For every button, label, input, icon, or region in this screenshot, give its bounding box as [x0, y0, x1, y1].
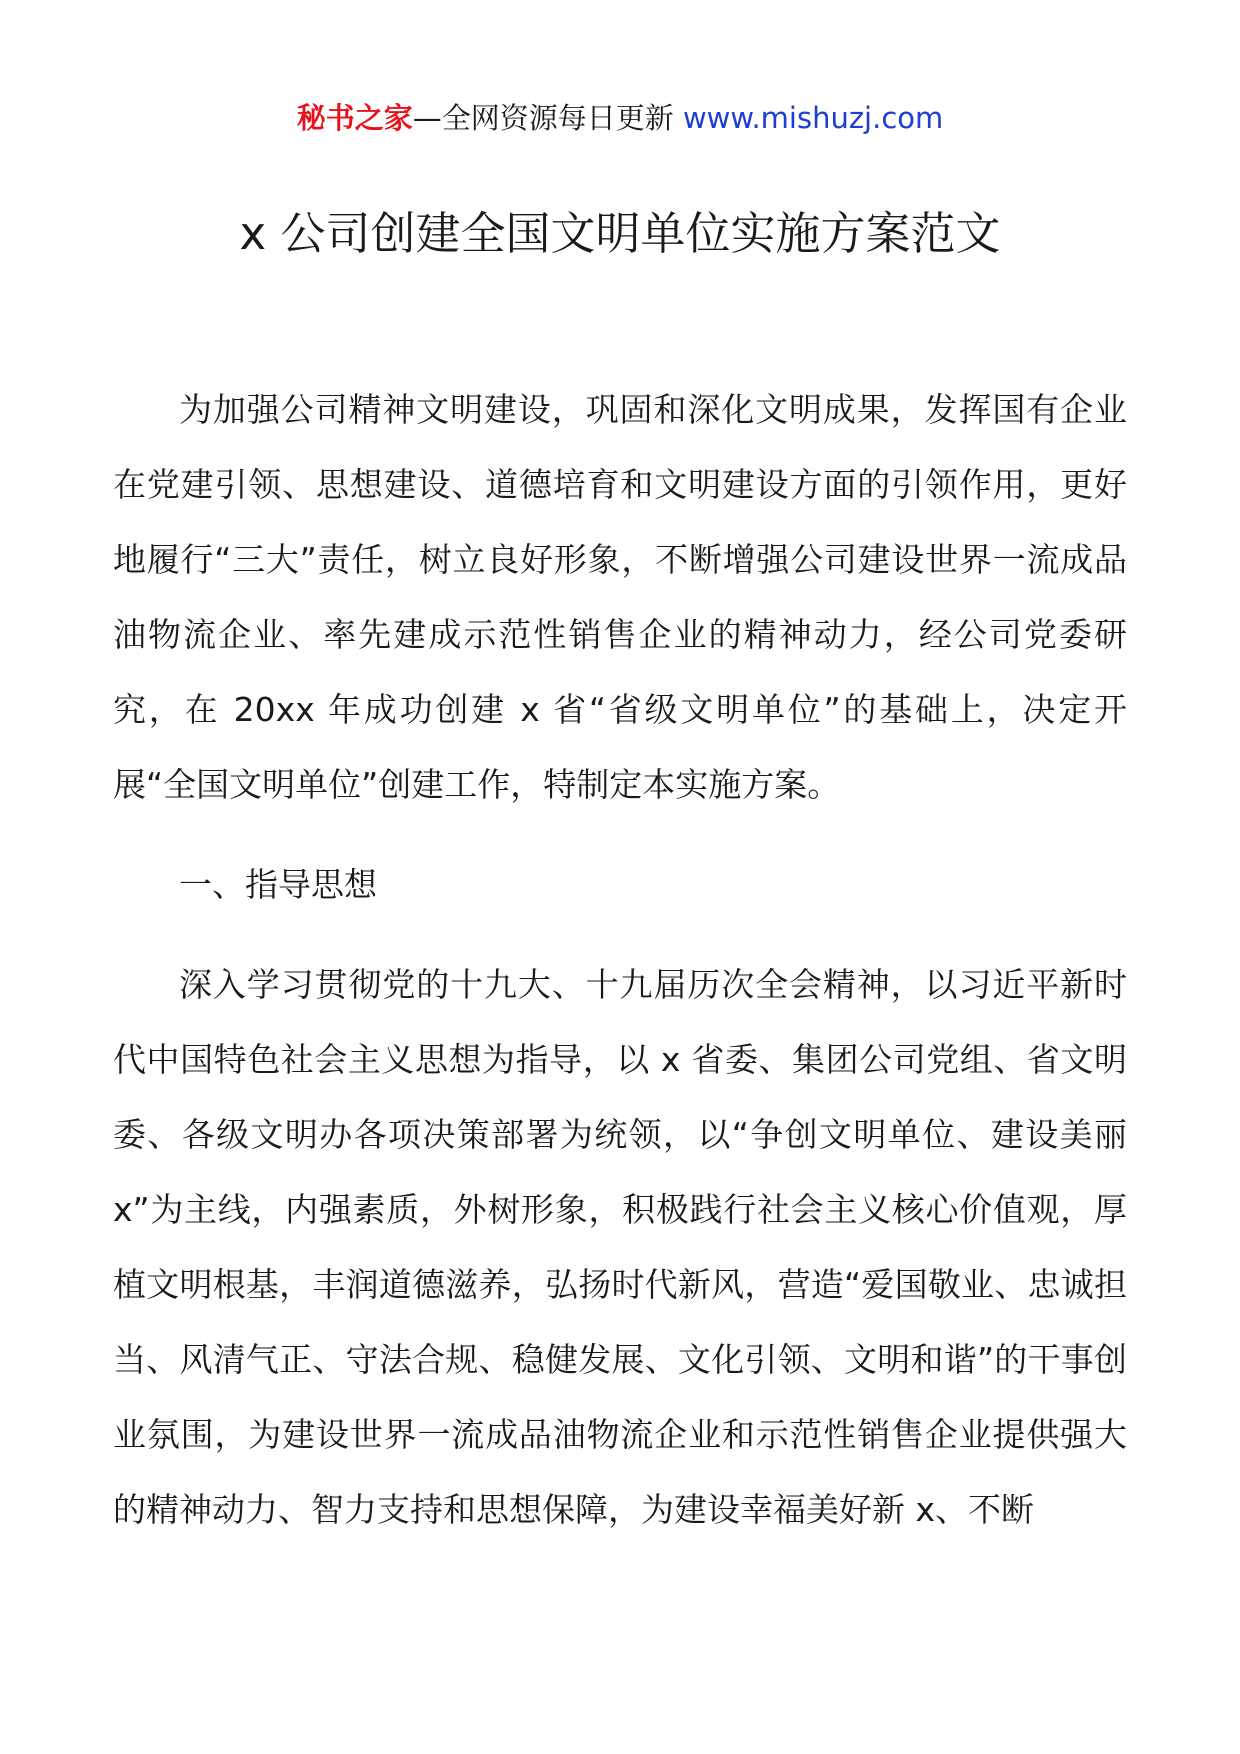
intro-paragraph: 为加强公司精神文明建设，巩固和深化文明成果，发挥国有企业在党建引领、思想建设、道德培育和文明建设方面的引领作用，更好地履行“三大”责任，树立良好形象，不断增强公司建设世界一流成品油物流企业、率先建成示范性销售企业的精神动力，经公司党委研究，在 20xx 年成功创建 x 省“省级文明单位”的基础上，决定开展“全国文明单位”创建工作，特制定本实施方案。 [113, 390, 1127, 804]
site-brand: 秘书之家 [296, 101, 413, 135]
site-tagline: —全网资源每日更新 [412, 101, 674, 135]
document-title: x 公司创建全国文明单位实施方案范文 [239, 207, 1001, 260]
section-heading-guiding-ideology: 一、指导思想 [179, 865, 377, 904]
section-paragraph-guiding-ideology: 深入学习贯彻党的十九大、十九届历次全会精神，以习近平新时代中国特色社会主义思想为指导，以 x 省委、集团公司党组、省文明委、各级文明办各项决策部署为统领，以“争创文明单位、建设美丽x”为主线，内强素质，外树形象，积极践行社会主义核心价值观，厚植文明根基，丰润道德滋养，弘扬时代新风，营造“爱国敬业、忠诚担当、风清气正、守法合规、稳健发展、文化引领、文明和谐”的干事创业氛围，为建设世界一流成品油物流企业和示范性销售企业提供强大的精神动力、智力支持和思想保障，为建设幸福美好新 x、不断 [113, 965, 1127, 1529]
site-url-link[interactable]: www.mishuzj.com [682, 101, 944, 135]
document-body [113, 372, 1127, 1547]
site-header [0, 98, 1240, 138]
